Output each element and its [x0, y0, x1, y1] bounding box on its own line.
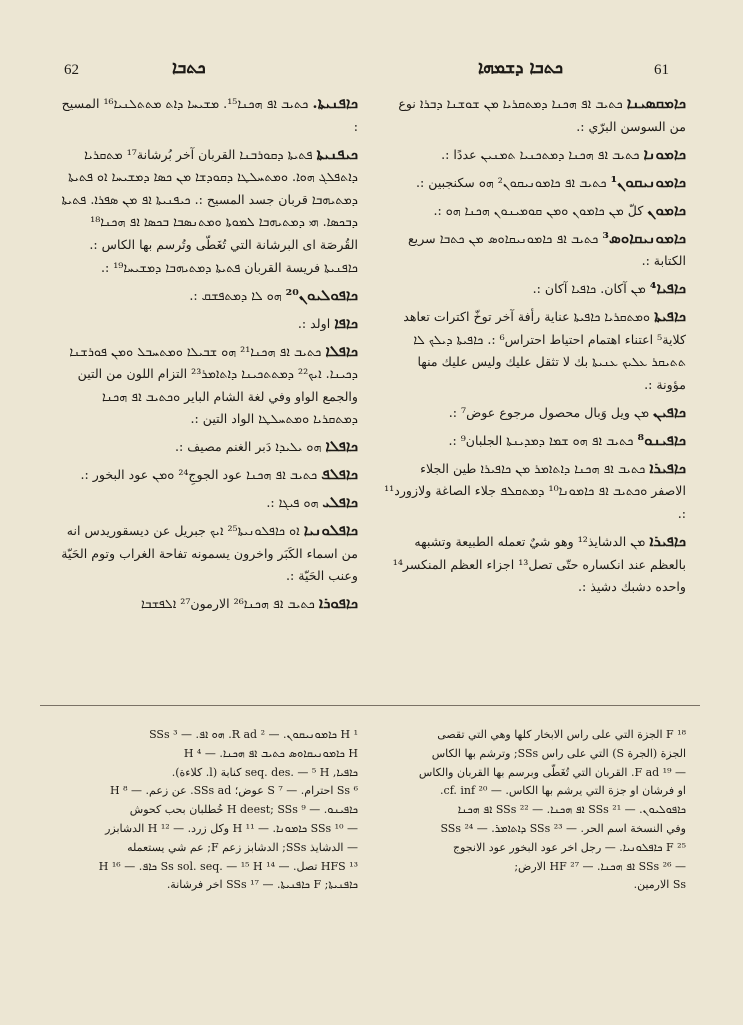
entry-text: ܟܬܝܒ ܐܦ ܗܟܢܐ²¹ ܗܘ ܫܒܝܠܐ ܘܡܬܚܒܠ ܘܡܢ ܦܘܪܫܢܐ ܕܟܝܢܐ. ܐܝܟ²² ܕܡܬܬܟܝܢܐ ܕܐܬܐܡܪ²³ التزام اللون من التين والجمع الواو وفي لغة الشام الباير ܘܟܬܝܒ ܐܦ ܗܟܢܐ ܕܡܬܩܪܝܐ ܘܡܬܚܠܛܐ الواد التين :.	[69, 343, 358, 427]
footnote-line: — ¹⁹ F ad. القربان التي تُغَطّى وبرسم بها القربان والكاس	[418, 765, 686, 779]
entry-headword: ܟܐܦܝܪܐ	[649, 532, 686, 550]
footnote-line: ܟܐܦܘܠܝܘܢ. — ²¹ SSs ܐܦ ܗܟܢܐ. — ²² SSs ܐܦ ܗܟܢܐ	[457, 803, 686, 817]
footnote-line: ¹³ HFS تصل. — ¹⁴ Ss sol. seq. — ¹⁵ H ܟܐܦ. — ¹⁶ H	[98, 859, 358, 873]
dictionary-entry	[58, 435, 358, 459]
left-text-column	[58, 92, 358, 682]
footnote-divider	[40, 705, 700, 706]
left-page-number: 62	[64, 62, 79, 78]
entry-headword: ܟܐܡܘܢܝܩܐܘܣ³	[602, 228, 686, 247]
footnote-line: او فرشان او جزة التي يرشم بها الكاس. — ²⁰ cf. inf.	[440, 784, 686, 798]
footnote-line: ܟܐܦܢܝܬܐ; F ܟܐܦܢܝܬܐ. — ¹⁷ SSs اخر فرشانة.	[166, 878, 358, 892]
entry-text: ܡܢ ويل وَبال محصول مرجوع عوض⁷ :.	[448, 404, 650, 420]
dictionary-entry	[58, 592, 358, 616]
entry-text: ܟܬܝܒ ܐܦ ܗܟܢܐ ܕܡܬܟܢܝܐ ܬܡܢܝܢ عددًا :.	[441, 146, 640, 162]
right-running-title: ܟܬܒܐ ܕܫܡܗܐ	[478, 58, 564, 78]
dictionary-entry	[384, 530, 686, 599]
entry-headword: ܟܐܦܝܢܘ⁸	[637, 430, 686, 449]
entry-headword: ܟܐܦܠܘܢܝܐ	[303, 521, 358, 540]
entry-text: ܟܬܝܒ ܐܦ ܟܐܡܘܢܝܩܘܢ² ܗܘ سكنجبين :.	[415, 174, 607, 190]
entry-text: ܗܘ ܠܐ ܕܡܬܦܫܩ :.	[189, 287, 282, 303]
entry-headword: ܟܐܦܝܬܐ	[654, 307, 686, 326]
entry-text: كلّ ܡܢ ܟܐܡܘܢ ܘܡܢ ܩܘܡܝܢܘܢ ܗܟܢܐ ܗܘ :.	[433, 202, 644, 218]
dictionary-entry	[384, 227, 686, 273]
dictionary-entry	[384, 199, 686, 223]
footnote-line: — الدشايذ SSs; الدشابز زعم F; عم شي يستعمله	[127, 840, 358, 854]
entry-headword: ܟܐܦܐ	[334, 313, 358, 332]
right-page-number: 61	[654, 62, 669, 78]
entry-text: ܟܬܝܒ ܐܦ ܗܟܢܐ²⁶ الارمون²⁷ ܐܠܦܫܒܐ	[140, 596, 315, 612]
entry-headword: ܟܐܡܘܢ	[647, 200, 686, 219]
entry-text: ܦܬܝܬܐ ܕܩܘܪܒܢܐ القربان آخر بُرشانة¹⁷ ܡܬܩܪܝܐ ܕܐܬܦܠܓ ܗܘܐ. ܘܡܬܚܠܛܐ ܕܩܘܕܫܐ ܡܢ ܟܣܐ ܕܡܫܝܚܐ ܐܘ ܦܬܝܬܐ ܕܡܬܝܗܒܐ قربان جسد المسيح :. ܟܝܦܢܝܬܐ ܐܦ ܡܢ ܣܦܪܐ. ܦܬܝܬܐ ܕܒܟܣܐ. ܗܝ ܕܡܬܝܗܒܐ ܠܡܘܬܐ ܘܡܬܢܣܒܐ ܒܟܣܐ ܐܦ ܗܟܢܐ¹⁸ القُرصَة اى البرشانة التي تُغَطّى وتُرسم بها الكاس :. ܟܐܦܢܝܬܐ فريسة القربان ܦܬܝܬܐ ܕܡܬܝܗܒܐ ܕܡܫܝܚܐ¹⁹ :.	[61, 146, 358, 275]
footnote-line: — ²⁶ SSs ܐܦ ܗܟܢܐ. — ²⁷ HF الارض;	[514, 859, 686, 873]
footnote-line: ⁶ Ss احترام. — ⁷ S عوض؛ SSs ad. عن زعم. — ⁸ H	[110, 784, 358, 798]
entry-headword: ܟܐܦܝܪܐ	[649, 458, 686, 477]
entry-headword: ܟܐܦܘܪܐ	[318, 594, 358, 613]
entry-text: ܡܢ الدشايذ¹² وهو شيٌ تعمله الطبيعة وتشبهه بالعظم عند انكساره حتّى تصل¹³ اجزاء العظم المنكسر¹⁴ واحده دشبك دشيذ :.	[392, 534, 686, 595]
footnote-line: ¹ H ܟܐܡܘܢܝܩܘܢ. — ² R ad. ܗܘ ܐܦ. — ³ SSs	[149, 728, 358, 741]
dictionary-entry	[58, 463, 358, 487]
footnote-line: H ܟܐܡܘܢܝܩܐܘܣ ܟܬܝܒ ܐܦ ܗܟܢܐ. — ⁴ H	[183, 746, 358, 760]
dictionary-entry	[58, 143, 358, 280]
entry-text: ܗܘ ܝܠܝܕܐ دَبر الغنم مصيف :.	[174, 439, 322, 455]
entry-headword: ܟܐܦܝܐ⁴	[649, 279, 686, 298]
left-running-title: ܟܬܒܐ	[172, 58, 206, 78]
dictionary-entry	[58, 284, 358, 308]
left-footnotes	[58, 726, 358, 916]
entry-headword: ܟܐܦܠܦ	[321, 465, 358, 484]
entry-text: ܟܬܝܒ ܐܦ ܟܐܡܘܢܝܩܐܘܣ ܡܢ ܟܬܒܐ سريع الكتابة :.	[407, 230, 686, 269]
dictionary-entry	[384, 92, 686, 138]
footnote-line: ܟܐܦܝܢܘ. — ⁹ H deest; SSs خُطلبان بحب كحوش	[129, 803, 358, 817]
right-footnotes	[384, 726, 686, 916]
dictionary-entry	[58, 312, 358, 336]
dictionary-entry	[384, 305, 686, 396]
entry-headword: ܟܐܦܠܐ	[325, 341, 358, 360]
right-text-column	[384, 92, 686, 682]
dictionary-entry	[58, 491, 358, 515]
entry-text: ܗܘ ܦܝܓܐ :.	[266, 495, 319, 511]
entry-text: ܡܢ آكان. ܟܐܦܝܐ آكان :.	[532, 281, 646, 297]
entry-text: ܐܘ ܟܐܦܠܘܢܝܬܐ²⁵ ܐܝܟ جبريل عن ديسقوريدس انه من اسماء الكَبَر واخرون يسمونه تفاحة الغراب وتوم الحَيّة وعنب الحَيّة :.	[61, 523, 358, 584]
dictionary-entry	[384, 171, 686, 195]
entry-headword: ܟܝܦܢܝܬܐ	[316, 144, 358, 163]
footnote-line: الجزة (الجرة S) التي على راس SSs; وترشم بها الكاس	[431, 746, 686, 760]
entry-headword: ܟܐܦܢܝܬܐ.	[312, 94, 358, 112]
entry-headword: ܟܐܡܩܣܝܢܐ	[626, 94, 686, 112]
dictionary-entry	[58, 340, 358, 431]
entry-text: ܟܬܝܒ ܐܦ ܗܘ ܫܡܐ ܕܡܕܝܢܬܐ الجلبان⁹ :.	[448, 432, 634, 448]
entry-text: ܟܬܝܒ ܐܦ ܗܟܢܐ ܕܡܬܩܪܝܐ ܡܢ ܫܘܫܢܐ ܕܒܪܐ نوع من السوسن البرّي :.	[398, 96, 686, 134]
dictionary-entry	[384, 143, 686, 167]
entry-headword: ܟܐܡܘܢܐ	[643, 144, 686, 163]
dictionary-entry	[384, 429, 686, 453]
dictionary-entry	[58, 92, 358, 138]
dictionary-entry	[384, 277, 686, 301]
entry-text: ܟܬܝܒ ܐܦ ܗܟܢܐ عود الجوجِ²⁴ ܘܡܢ عود البخور :.	[80, 467, 318, 483]
footnote-line: وفي النسخة اسم الحر. — ²³ SSs ܕܐܬܐܡܪ. — ²⁴ SSs	[440, 821, 686, 835]
entry-headword: ܟܐܦܠܝ	[322, 493, 358, 512]
footnote-line: — ¹⁰ SSs ܟܐܡܘܢܐ. — ¹¹ H وكل زرد. — ¹² H الدشابزر	[105, 821, 358, 835]
entry-text: ܘܡܬܩܪܝܐ ܟܐܦܝܬܐ عناية رأفة آخر توخّ اكترات تعاهد كلاية⁵ اعتناء اهتمام احتياط احتراس⁶ :. ܟܐܦܝܬܐ ܕܝܠܟ ܠܐ ܬܬܝܩܪ ܥܠܝܟ ܥܢܝܬܐ بك لا تثقل عليك وليس عليك منها مؤونة :.	[403, 309, 686, 392]
footnote-line: Ss الارمين.	[633, 878, 686, 892]
dictionary-entry	[384, 401, 686, 425]
dictionary-entry	[58, 519, 358, 588]
entry-text: ܟܬܝܒ ܐܦ ܗܟܢܐ¹⁵. ܡܫܝܚܐ ܕܐܬ ܡܬܬܠܢܝܐ¹⁶ المسيح :	[61, 96, 358, 134]
entry-headword: ܟܐܡܘܢܝܩܘܢ¹	[610, 172, 686, 191]
entry-text: اولد :.	[297, 315, 331, 331]
footnote-line: ¹⁸ F الجزة التي على راس الابخار كلها وهي التي تقصى	[437, 728, 686, 741]
footnote-line: ܟܐܦܝܐ, seq. des. — ⁵ H كنابة (l. كلاءة).	[171, 765, 358, 779]
dictionary-entry	[384, 457, 686, 526]
entry-text: ܟܬܝܒ ܐܦ ܗܟܢܐ ܕܐܬܐܡܪ ܡܢ ܟܐܦܝܪܐ طين الجلاء الاصفر ܘܟܬܝܒ ܐܦ ܟܐܡܘܢܐ¹⁰ ܕܡܬܩܠܦ جلاء الصاغة ولازورد¹¹ :.	[384, 460, 686, 522]
entry-headword: ܟܐܦܘܠܝܘܢ²⁰	[285, 285, 358, 304]
entry-headword: ܟܐܦܠܐ	[325, 437, 358, 456]
entry-headword: ܟܐܦܝܢ	[653, 402, 686, 421]
footnote-line: ²⁵ F ܟܐܦܠܘܢܝܐ. — رجل اخر عود البخور عود الانجوج	[453, 840, 686, 854]
